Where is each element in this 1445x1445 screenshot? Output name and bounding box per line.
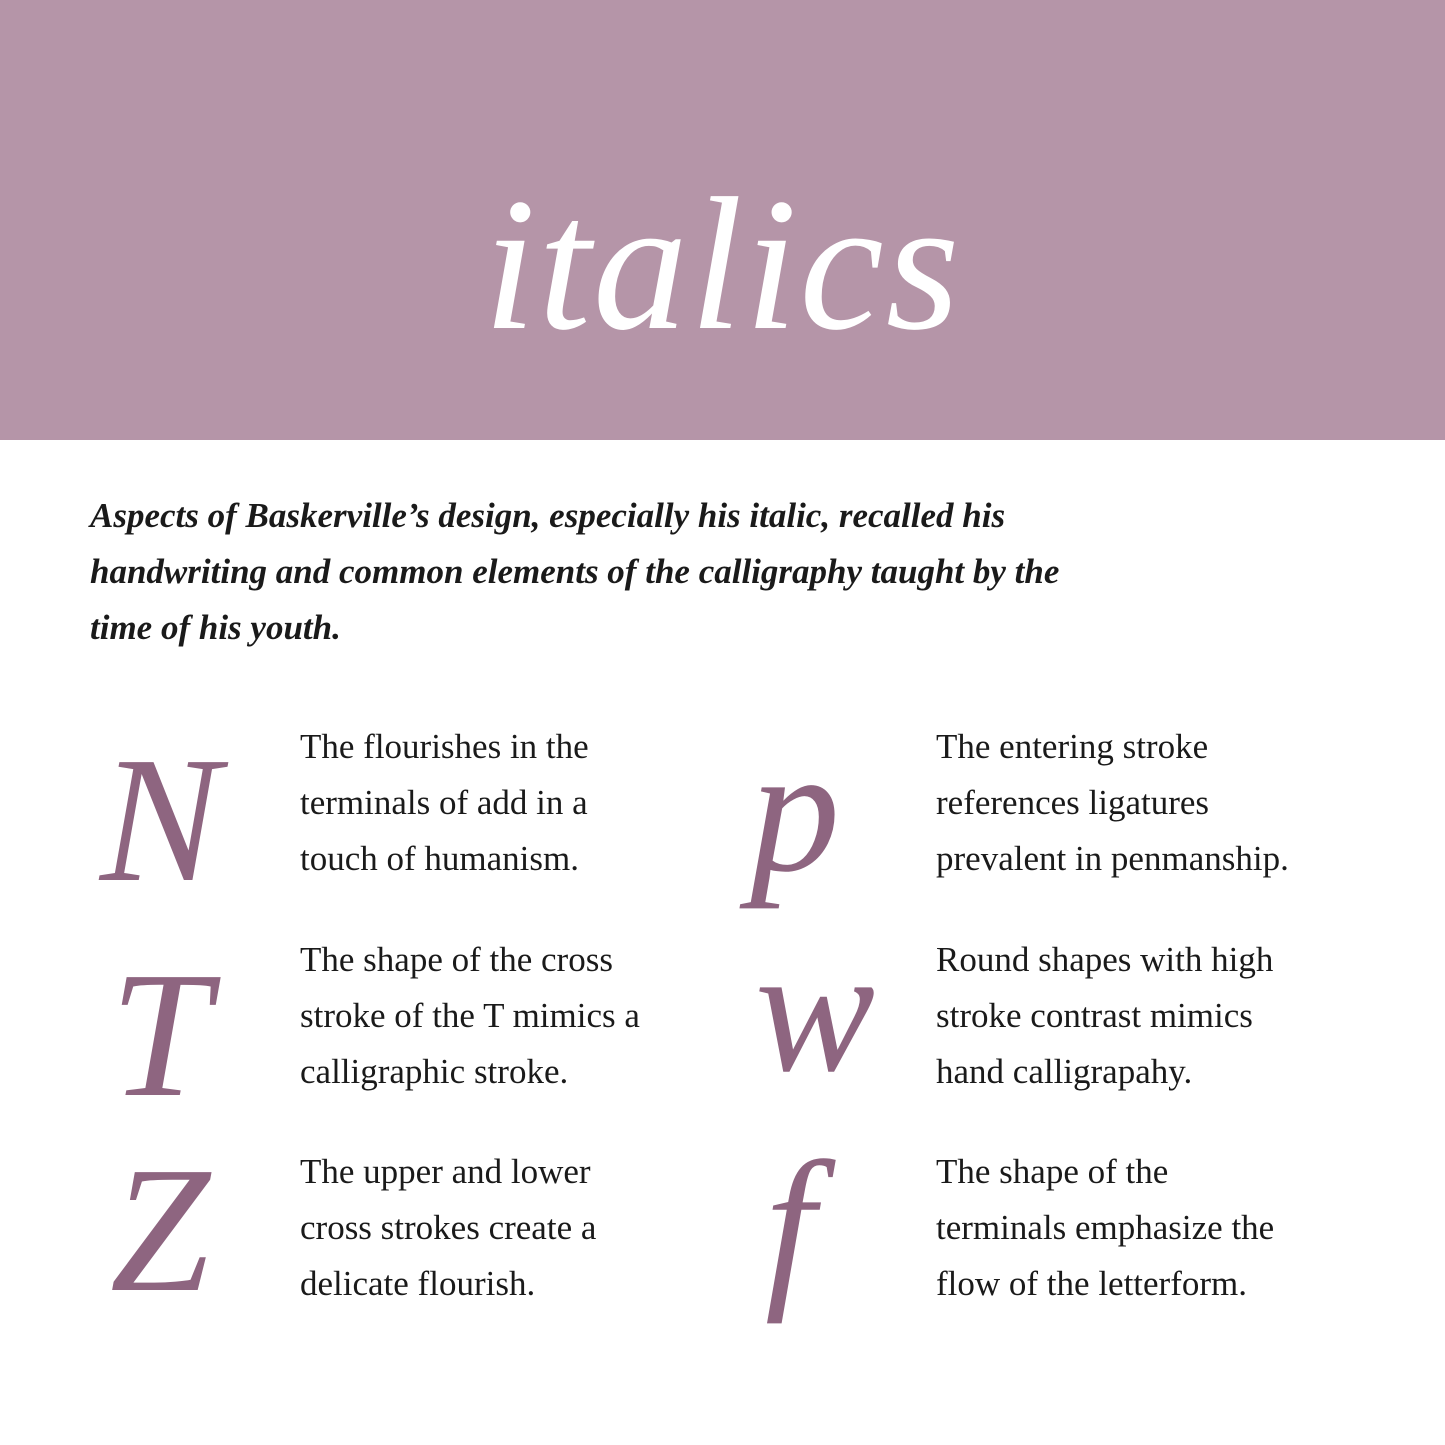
intro-line-3: time of his youth. xyxy=(90,608,341,647)
feature-z-description: The upper and lower cross strokes create a delicate flourish. xyxy=(300,1152,597,1303)
letter-z-specimen: Z xyxy=(109,1130,211,1329)
intro-paragraph xyxy=(90,488,1380,656)
feature-f-description: The shape of the terminals emphasize the flow of the letterform. xyxy=(936,1152,1275,1303)
feature-w-description: Round shapes with high stroke contrast mimics hand calligrapahy. xyxy=(936,940,1274,1091)
page-title: italics xyxy=(483,160,962,370)
feature-p-description: The entering stroke references ligatures prevalent in penmanship. xyxy=(936,727,1289,878)
feature-n-description: The flourishes in the terminals of add in a touch of humanism. xyxy=(300,727,589,878)
letter-f-specimen: f xyxy=(764,1125,815,1324)
letter-n-specimen: N xyxy=(99,720,221,919)
letter-t-specimen: T xyxy=(109,935,211,1134)
feature-t-description: The shape of the cross stroke of the T mimics a calligraphic stroke. xyxy=(300,940,640,1091)
letter-p-specimen: p xyxy=(750,710,840,909)
letter-w-specimen: w xyxy=(754,910,876,1109)
intro-line-1: Aspects of Baskerville’s design, especially his italic, recalled his xyxy=(90,496,1006,535)
intro-line-2: handwriting and common elements of the calligraphy taught by the xyxy=(90,552,1060,591)
header-banner xyxy=(0,0,1445,440)
